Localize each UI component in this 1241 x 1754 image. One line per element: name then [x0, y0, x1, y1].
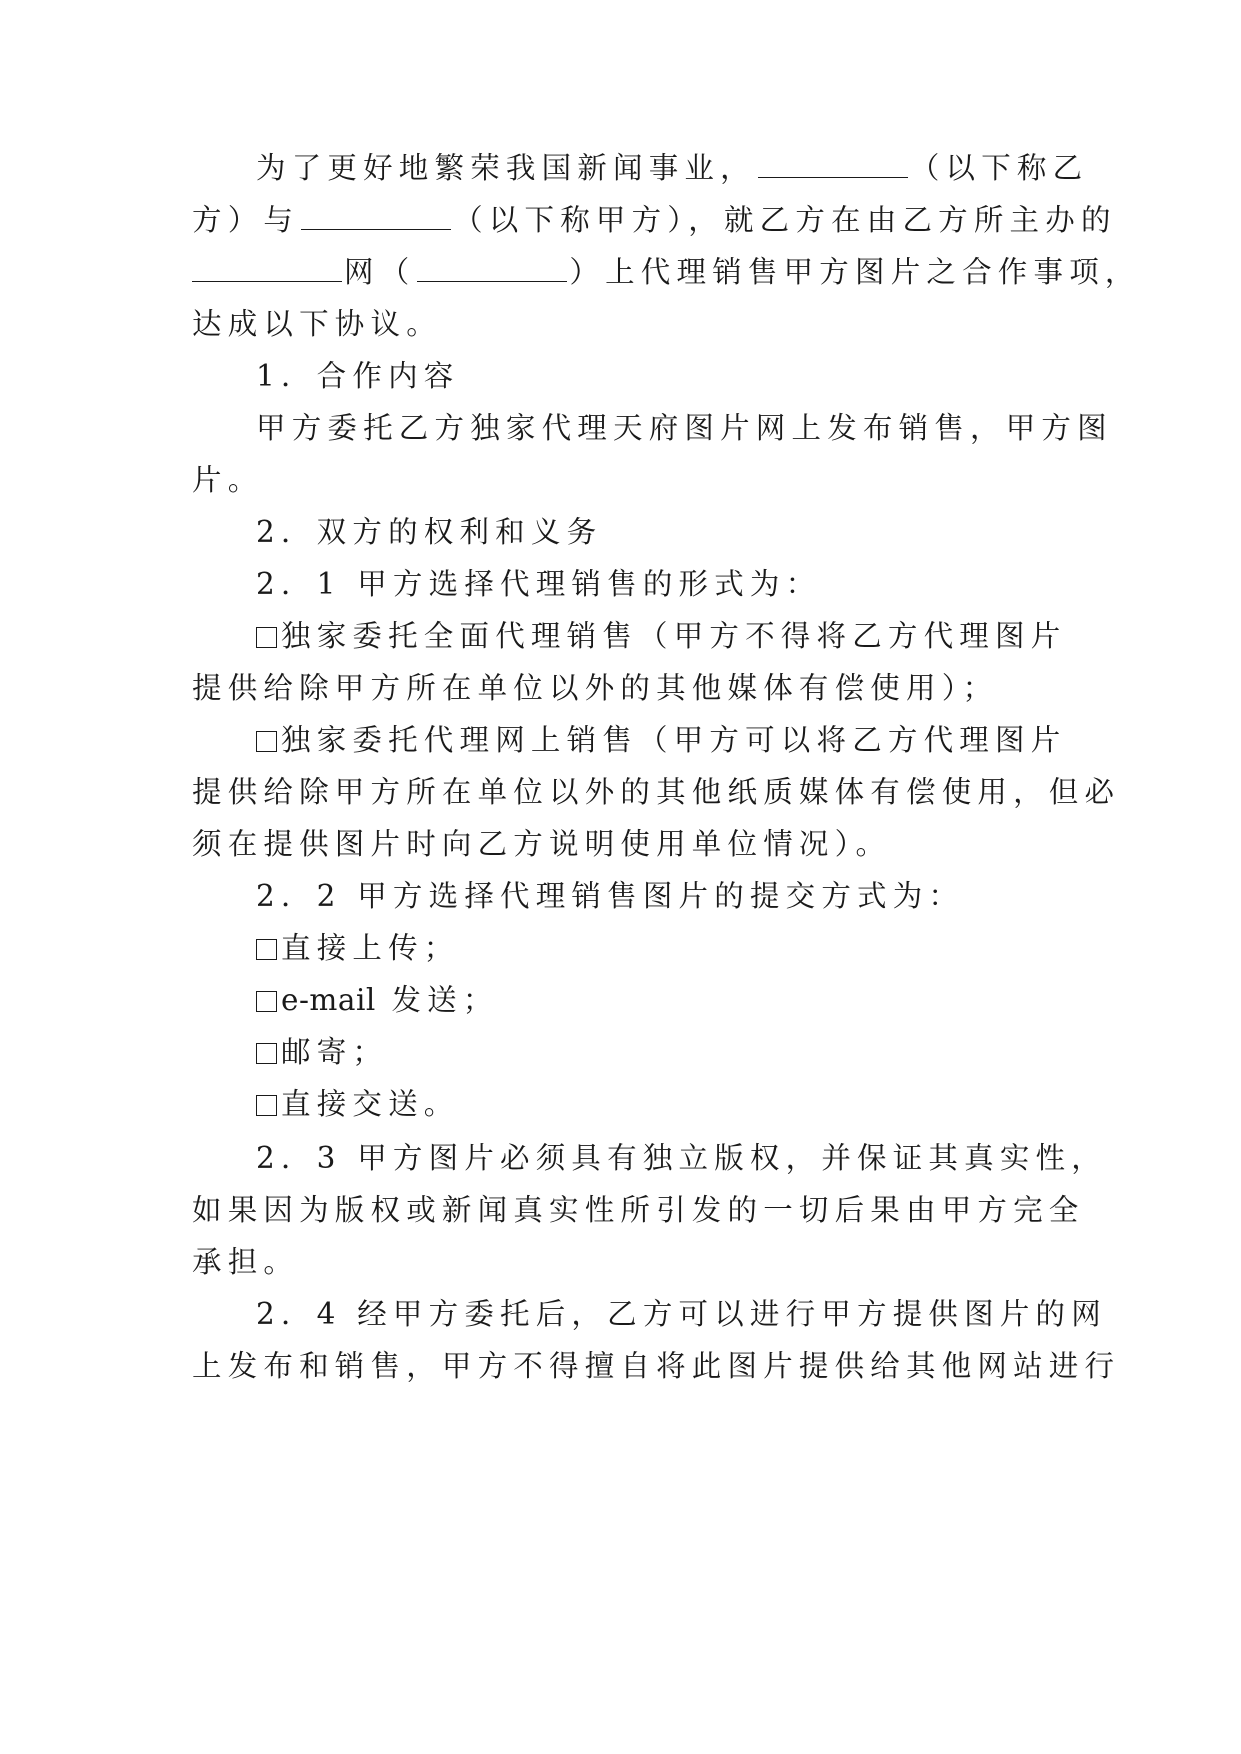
section-2-4-line-2: 上发布和销售，甲方不得擅自将此图片提供给其他网站进行: [192, 1349, 1121, 1383]
option-direct-upload: [256, 928, 1116, 968]
intro-text-1: 为了更好地繁荣我国新闻事业，: [256, 151, 756, 185]
section-2-4-line-1: 2．4 经甲方委托后，乙方可以进行甲方提供图片的网: [256, 1297, 1107, 1331]
option-mail: [256, 1032, 1116, 1072]
option-email-text: 发送；: [391, 983, 499, 1017]
intro-line-2: [192, 200, 1117, 240]
intro-line-4: [192, 304, 1052, 344]
section-2-heading: 2．双方的权利和义务: [256, 515, 603, 549]
section-2-2-heading: 2．2 甲方选择代理销售图片的提交方式为：: [256, 879, 965, 913]
intro-text-7: 达成以下协议。: [192, 307, 442, 341]
checkbox-email[interactable]: [256, 991, 277, 1012]
blank-field-site-name[interactable]: [192, 257, 342, 282]
option-online-agency-line-2: 提供给除甲方所在单位以外的其他纸质媒体有偿使用，但必: [192, 775, 1121, 809]
option-hand-delivery: [256, 1084, 1116, 1124]
section-1-body-line-2: 片。: [192, 463, 264, 497]
intro-text-5: 网（: [344, 255, 416, 289]
section-1-body-line-1: 甲方委托乙方独家代理天府图片网上发布销售，甲方图: [256, 411, 1113, 445]
blank-field-party-b[interactable]: [758, 153, 908, 178]
intro-text-3: 方）与: [192, 203, 300, 237]
intro-text-6: ）上代理销售甲方图片之合作事项，: [569, 255, 1141, 289]
intro-text-4: （以下称甲方），就乙方在由乙方所主办的: [453, 203, 1117, 237]
option-online-agency-line-3: 须在提供图片时向乙方说明使用单位情况）。: [192, 827, 892, 861]
blank-field-party-a[interactable]: [301, 205, 451, 230]
section-2-3-line-2: 如果因为版权或新闻真实性所引发的一切后果由甲方完全: [192, 1193, 1085, 1227]
checkbox-direct-upload[interactable]: [256, 939, 277, 960]
checkbox-mail[interactable]: [256, 1043, 277, 1064]
section-2-1-heading: 2．1 甲方选择代理销售的形式为：: [256, 567, 822, 601]
option-email-label: e-mail: [281, 983, 376, 1017]
option-full-agency-line-1: [256, 616, 1116, 656]
option-mail-text: 邮寄；: [281, 1035, 389, 1069]
option-hand-delivery-text: 直接交送。: [281, 1087, 460, 1121]
option-email: [256, 980, 1116, 1020]
option-full-agency-text: 独家委托全面代理销售（甲方不得将乙方代理图片: [281, 619, 1067, 653]
option-online-agency-text: 独家委托代理网上销售（甲方可以将乙方代理图片: [281, 723, 1067, 757]
checkbox-full-agency[interactable]: [256, 627, 277, 648]
option-full-agency-line-2: 提供给除甲方所在单位以外的其他媒体有偿使用）；: [192, 671, 999, 705]
option-online-agency-line-1: [256, 720, 1116, 760]
intro-text-2: （以下称乙: [909, 151, 1089, 185]
section-2-3-line-1: 2．3 甲方图片必须具有独立版权，并保证其真实性，: [256, 1141, 1107, 1175]
intro-line-3: [192, 252, 1141, 292]
checkbox-hand-delivery[interactable]: [256, 1095, 277, 1116]
option-direct-upload-text: 直接上传；: [281, 931, 460, 965]
intro-line-1: [256, 148, 1116, 188]
section-1-heading: 1．合作内容: [256, 359, 460, 393]
blank-field-site-url[interactable]: [417, 257, 567, 282]
checkbox-online-agency[interactable]: [256, 731, 277, 752]
section-2-3-line-3: 承担。: [192, 1245, 300, 1279]
